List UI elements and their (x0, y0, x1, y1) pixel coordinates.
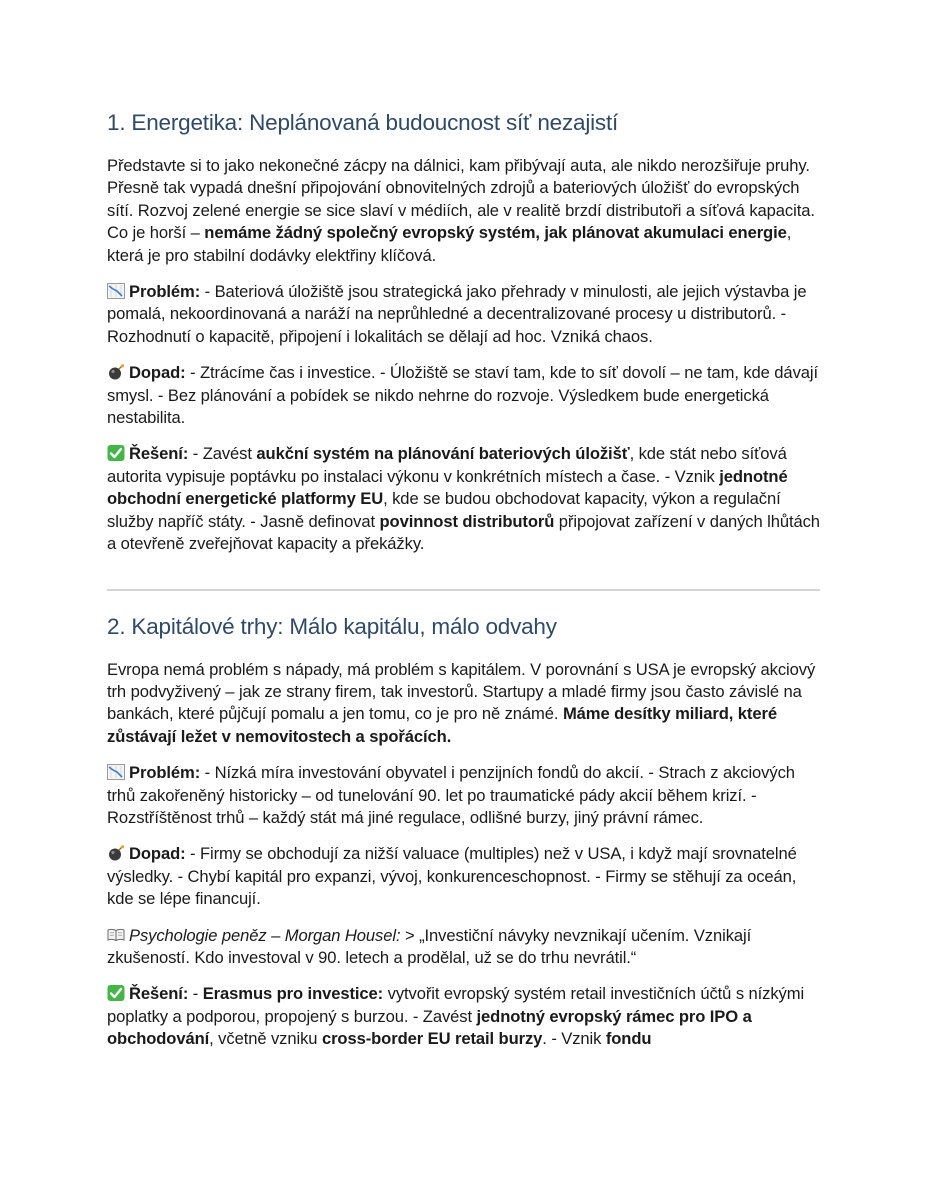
section-heading-energetika: 1. Energetika: Neplánovaná budoucnost síť nezajistí (107, 110, 619, 135)
check-mark-button-icon (107, 985, 125, 1001)
bomb-icon (107, 845, 125, 861)
chart-decreasing-icon (107, 764, 125, 780)
paragraph-intro: Evropa nemá problém s nápady, má problém s kapitálem. V porovnání s USA je evropský akciový trh podvyživený – jak ze strany firem, tak investorů. Startupy a mladé firmy jsou často závislé na bankách, které půjčují pomalu a jen tomu, co je pro ně známé. Máme desítky miliard, které zůstávají ležet v nemovitostech a spořácích. (107, 659, 816, 746)
document-content (107, 108, 820, 1051)
paragraph-solution: Řešení: - Zavést aukční systém na plánování bateriových úložišť, kde stát nebo síťová autorita vypisuje poptávku po instalaci výkonu v konkrétních místech a čase. - Vznik jednotné obchodní energetické platformy EU, kde se budou obchodovat kapacity, výkon a regulační služby napříč státy. - Jasně definovat povinnost distributorů připojovat zařízení v daných lhůtách a otevřeně zveřejňovat kapacity a překážky. (107, 444, 820, 554)
bomb-icon (107, 364, 125, 380)
check-mark-button-icon (107, 445, 125, 461)
paragraph-problem: Problém: - Nízká míra investování obyvatel i penzijních fondů do akcií. - Strach z akciových trhů zakořeněný historicky – od tunelování 90. let po traumatické pády akcií během krizí. - Rozstříštěnost trhů – každý stát má jiné regulace, odlišné burzy, jiný právní rámec. (107, 763, 795, 827)
paragraph-solution: Řešení: - Erasmus pro investice: vytvořit evropský systém retail investičních účtů s nízkými poplatky a podporou, propojený s burzou. - Zavést jednotný evropský rámec pro IPO a obchodování, včetně vzniku cross-border EU retail burzy. - Vznik fondu (107, 984, 805, 1049)
section-divider (107, 589, 820, 591)
paragraph-impact: Dopad: - Ztrácíme čas i investice. - Úložiště se staví tam, kde to síť dovolí – ne tam, kde dávají smysl. - Bez plánování a pobídek se nikdo nehrne do rozvoje. Výsledkem bude energetická nestabilita. (107, 363, 818, 428)
section-heading-kapitalove-trhy: 2. Kapitálové trhy: Málo kapitálu, málo odvahy (107, 613, 557, 639)
paragraph-impact: Dopad: - Firmy se obchodují za nižší valuace (multiples) než v USA, i když mají srovnatelné výsledky. - Chybí kapitál pro expanzi, vývoj, konkurenceschopnost. - Firmy se stěhují za oceán, kde se lépe financují. (107, 844, 797, 909)
paragraph-intro: Představte si to jako nekonečné zácpy na dálnici, kam přibývají auta, ale nikdo nerozšiřuje pruhy. Přesně tak vypadá dnešní připojování obnovitelných zdrojů a bateriových úložišť do evropských sítí. Rozvoj zelené energie se sice slaví v médiích, ale v realitě brzdí distributoři a síťová kapacita. Co je horší – nemáme žádný společný evropský systém, jak plánovat akumulaci energie, která je pro stabilní dodávky elektřiny klíčová. (107, 156, 815, 265)
open-book-icon (107, 927, 125, 943)
chart-decreasing-icon (107, 283, 125, 299)
paragraph-quote: Psychologie peněz – Morgan Housel: > „Investiční návyky nevznikají učením. Vznikají zkušeností. Kdo investoval v 90. letech a prodělal, už se do trhu nevrátil.“ (107, 925, 752, 967)
paragraph-problem: Problém: - Bateriová úložiště jsou strategická jako přehrady v minulosti, ale jejich výstavba je pomalá, nekoordinovaná a naráží na neprůhledné a decentralizované procesy u distributorů. - Rozhodnutí o kapacitě, připojení i lokalitách se dělají ad hoc. Vzniká chaos. (107, 282, 807, 346)
